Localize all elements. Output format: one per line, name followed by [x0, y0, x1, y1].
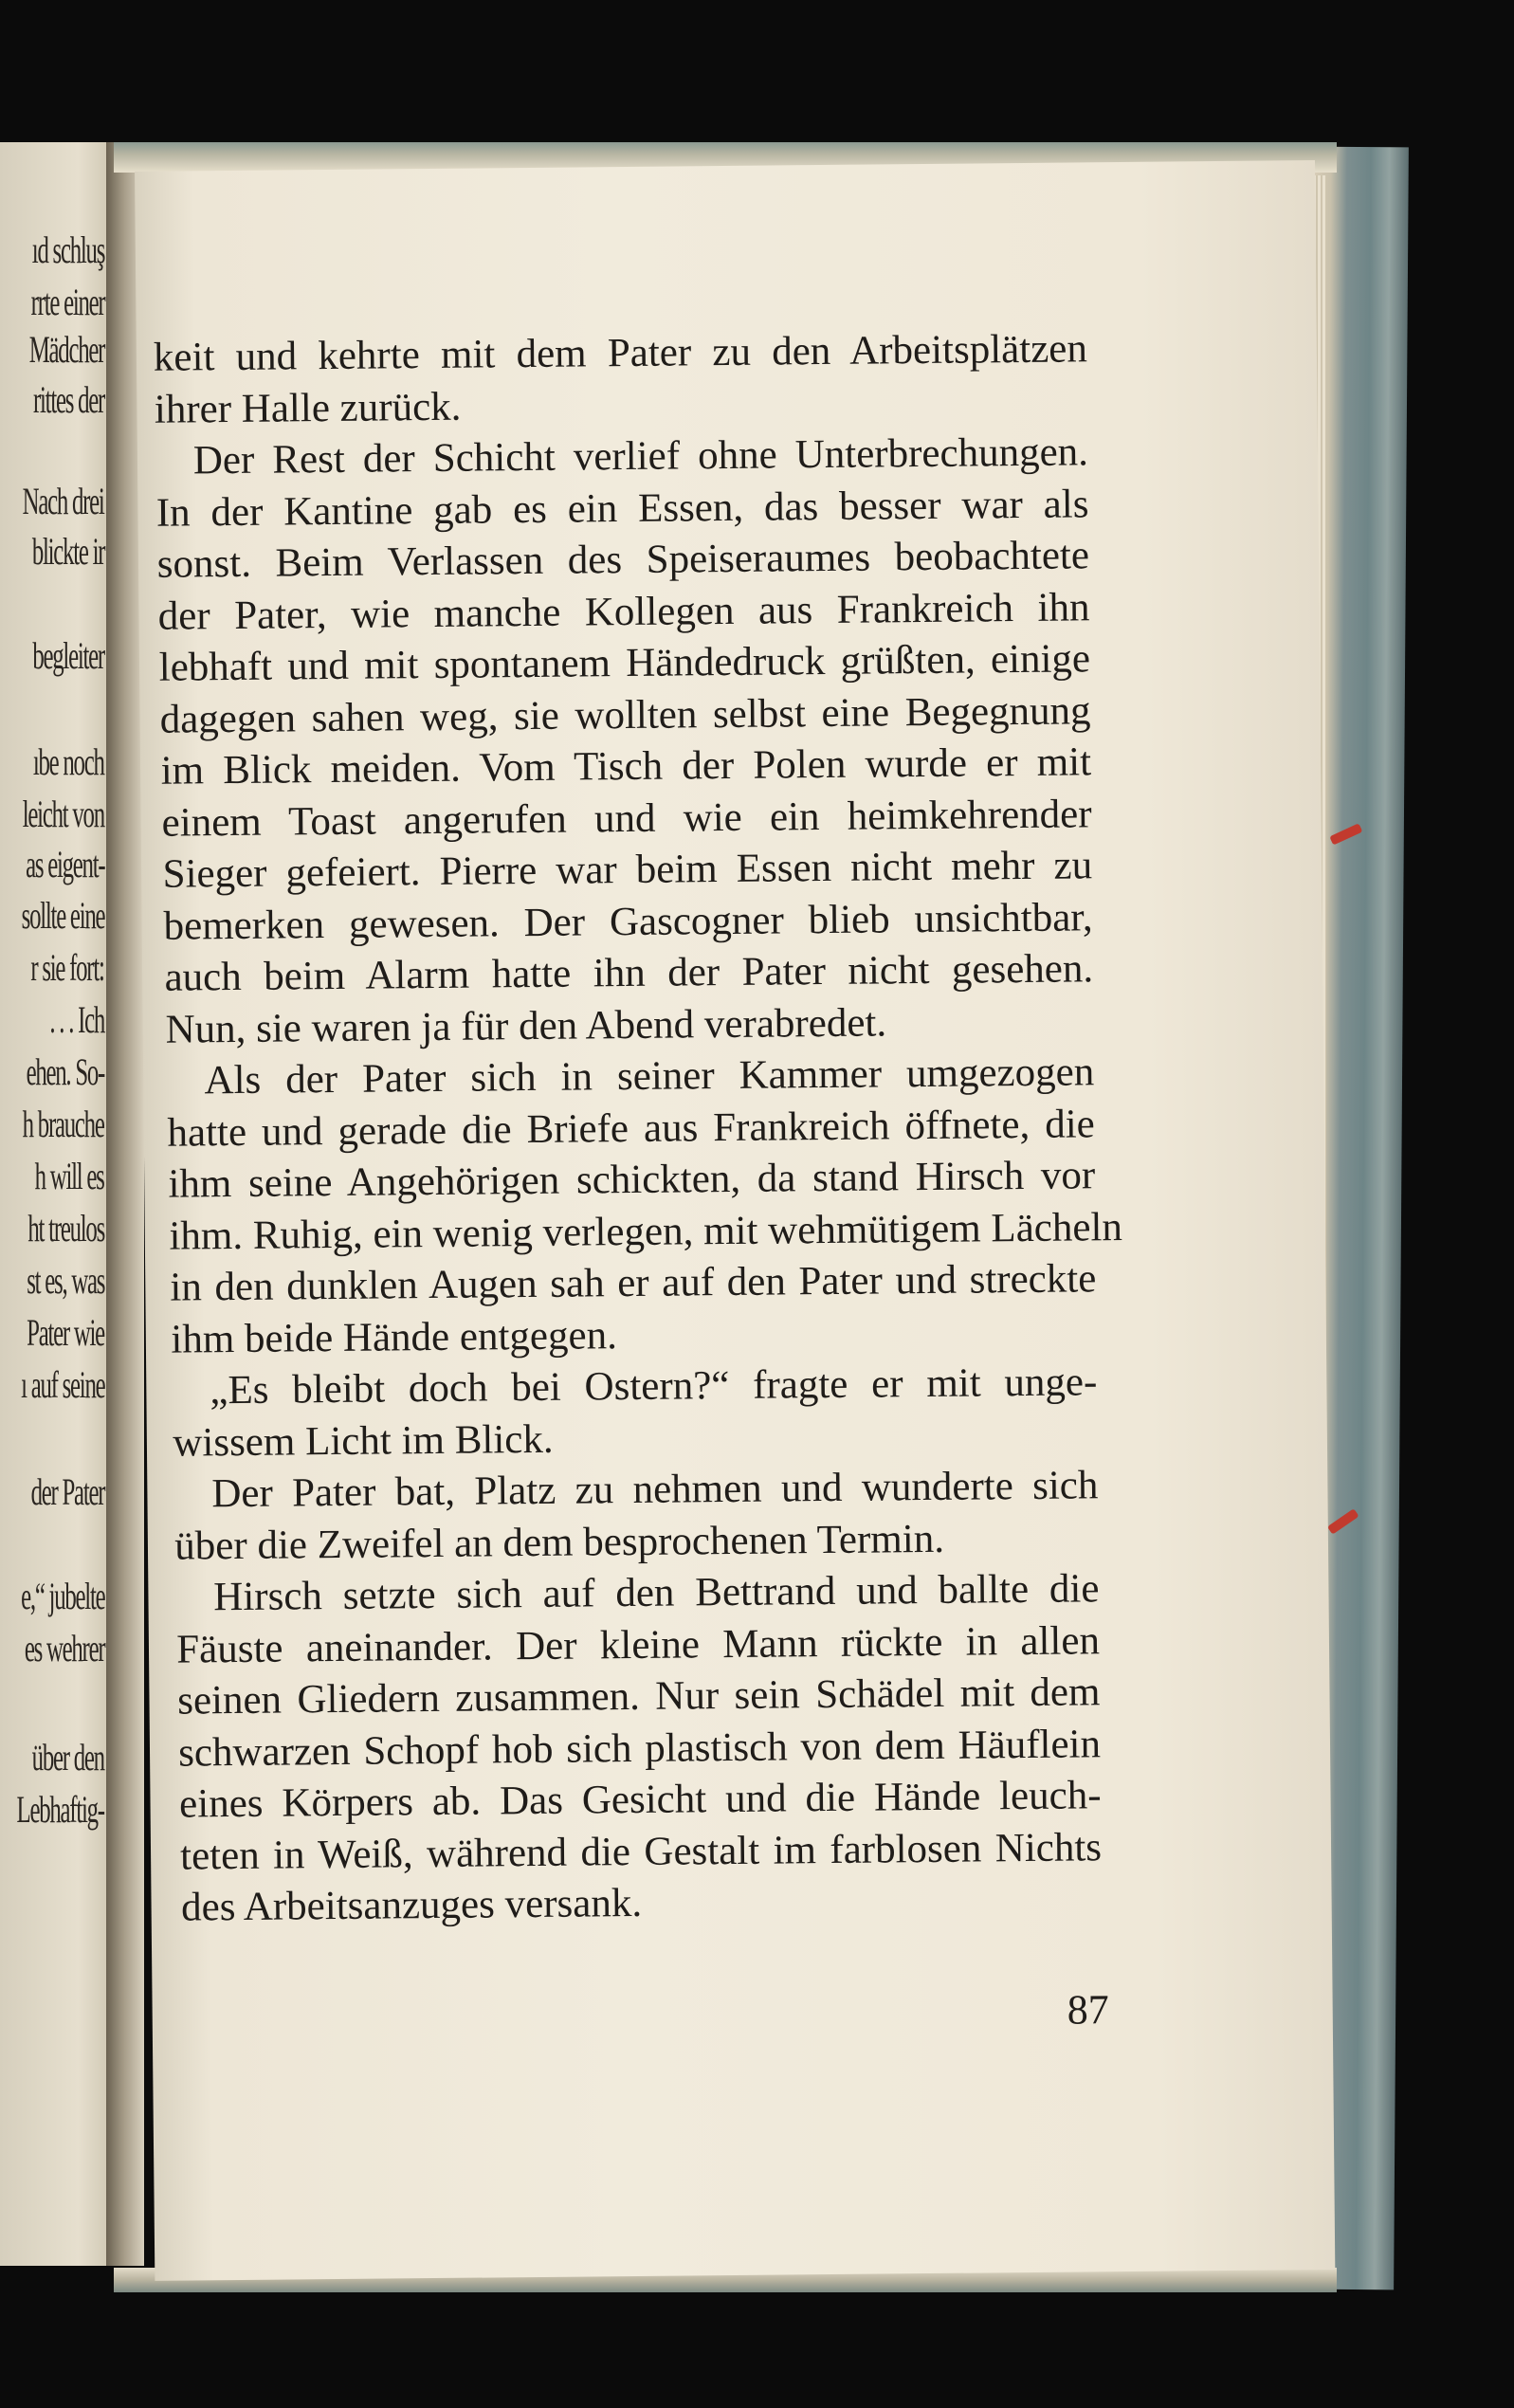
text-line: schwarzen Schopf hob sich plastisch von dem Häuflein: [177, 1721, 1102, 1776]
cover-stain: [1329, 823, 1362, 845]
previous-page-fragment: h will es: [35, 1155, 104, 1197]
text-line: In der Kantine gab es ein Essen, das besser war als: [155, 481, 1089, 536]
text-line: Fäuste aneinander. Der kleine Mann rückte in allen: [176, 1617, 1101, 1672]
text-line: sonst. Beim Verlassen des Speiseraumes beobachtete: [156, 533, 1090, 587]
previous-page-fragment: ht treulos: [27, 1207, 104, 1250]
previous-page-fragment: Lebhaftig-: [16, 1788, 104, 1831]
text-line: über die Zweifel an dem besprochenen Termin.: [174, 1516, 945, 1569]
previous-page-sliver: [0, 142, 112, 2266]
previous-page-fragment: ı auf seine: [20, 1363, 104, 1406]
text-line: einem Toast angerufen und wie ein heimkehrender: [161, 791, 1092, 846]
text-line: keit und kehrte mit dem Pater zu den Arbeitsplätzen: [153, 326, 1088, 380]
text-line: dagegen sahen weg, sie wollten selbst eine Begegnung: [159, 687, 1091, 742]
previous-page-fragment: Nach drei: [23, 480, 104, 522]
text-line: wissem Licht im Blick.: [173, 1416, 554, 1466]
book-page: [135, 160, 1335, 2281]
text-line: des Arbeitsanzuges versank.: [180, 1880, 643, 1930]
text-line: Als der Pater sich in seiner Kammer umgezogen: [204, 1049, 1095, 1104]
text-line: bemerken gewesen. Der Gascogner blieb unsichtbar,: [163, 894, 1093, 949]
text-line: im Blick meiden. Vom Tisch der Polen wurde er mit: [160, 739, 1092, 794]
page-number: 87: [1067, 1986, 1109, 2034]
previous-page-fragment: es wehrer: [24, 1627, 104, 1669]
text-line: Der Pater bat, Platz zu nehmen und wunderte sich: [211, 1463, 1099, 1517]
cover-stain: [1327, 1508, 1359, 1535]
text-line: ihrer Halle zurück.: [154, 384, 462, 432]
previous-page-fragment: . . . Ich: [49, 998, 104, 1041]
previous-page-fragment: leicht von: [22, 793, 104, 835]
previous-page-fragment: rittes der: [32, 378, 104, 421]
previous-page-fragment: sollte eine: [21, 894, 104, 937]
text-line: ihm seine Angehörigen schickten, da stand Hirsch vor: [168, 1153, 1096, 1207]
text-line: Der Rest der Schicht verlief ohne Unterbrechungen.: [192, 429, 1089, 483]
text-line: auch beim Alarm hatte ihn der Pater nicht gesehen.: [164, 946, 1094, 1000]
previous-page-fragment: r sie fort:: [30, 946, 104, 989]
previous-page-fragment: ehen. So-: [26, 1050, 104, 1093]
previous-page-fragment: der Pater: [30, 1470, 104, 1513]
previous-page-fragment: ıbe noch: [33, 740, 104, 783]
text-line: Nun, sie waren ja für den Abend verabredet.: [165, 999, 887, 1052]
text-line: der Pater, wie manche Kollegen aus Frankreich ihn: [157, 584, 1090, 639]
previous-page-fragment: Pater wie: [27, 1311, 104, 1354]
text-line: teten in Weiß, während die Gestalt im farblosen Nichts: [179, 1824, 1103, 1879]
previous-page-fragment: begleiter: [32, 634, 104, 677]
body-text: [153, 323, 1123, 1934]
text-line: eines Körpers ab. Das Gesicht und die Hände leuch-: [178, 1773, 1102, 1827]
previous-page-fragment: ıd schluş: [31, 228, 104, 271]
previous-page-fragment: rrte einer: [30, 281, 104, 323]
previous-page-fragment: st es, was: [27, 1259, 104, 1302]
previous-page-fragment: über den: [31, 1736, 104, 1779]
previous-page-fragment: blickte ir: [31, 530, 104, 573]
text-line: Sieger gefeiert. Pierre war beim Essen nicht mehr zu: [162, 843, 1093, 897]
previous-page-fragment: h brauche: [23, 1103, 104, 1145]
text-line: hatte und gerade die Briefe aus Frankreich öffnete, die: [167, 1101, 1095, 1156]
previous-page-fragment: e,“ jubelte: [20, 1575, 104, 1617]
text-line: in den dunklen Augen sah er auf den Pater und streckte: [170, 1256, 1097, 1310]
text-line: seinen Gliedern zusammen. Nur sein Schädel mit dem: [176, 1669, 1101, 1724]
text-line: Hirsch setzte sich auf den Bettrand und ballte die: [213, 1566, 1100, 1620]
text-line: ihm. Ruhig, ein wenig verlegen, mit wehmütigem Lächeln: [169, 1204, 1123, 1259]
previous-page-fragment: as eigent-: [25, 843, 104, 885]
text-line: „Es bleibt doch bei Ostern?“ fragte er mit unge-: [210, 1359, 1098, 1414]
previous-page-fragment: Mädcher: [28, 328, 104, 371]
text-line: ihm beide Hände entgegen.: [171, 1312, 618, 1362]
text-line: lebhaft und mit spontanem Händedruck grüßten, einige: [158, 636, 1091, 690]
